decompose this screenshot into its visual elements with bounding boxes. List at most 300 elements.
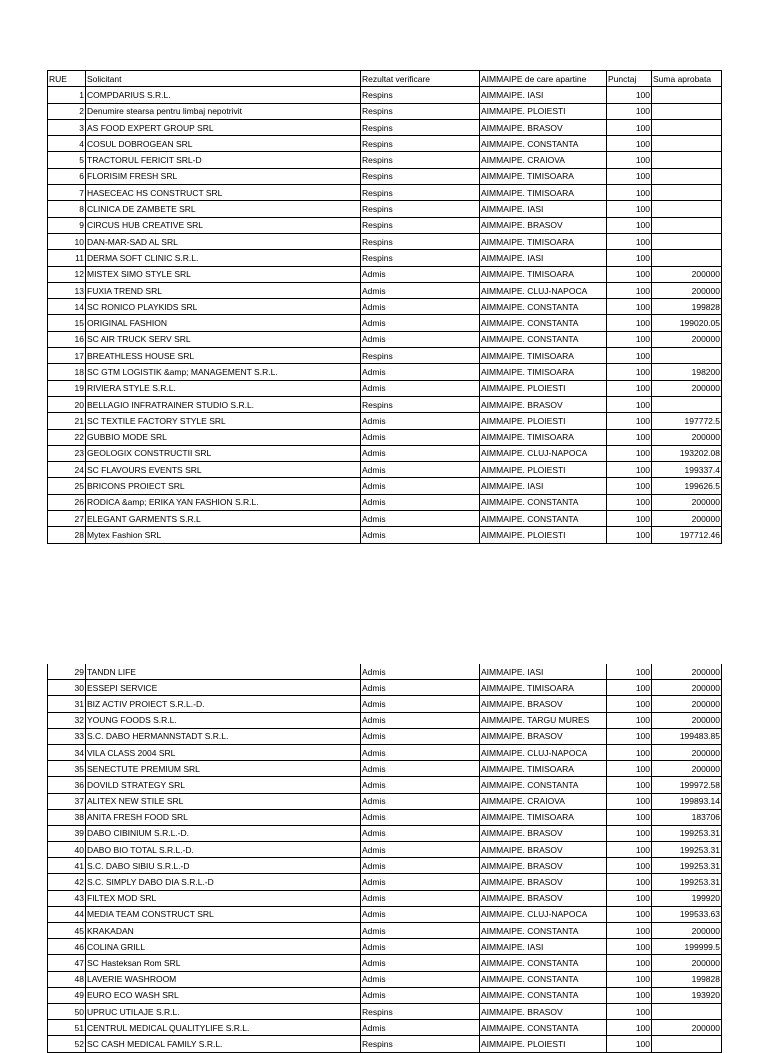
- suma-cell: 200000: [652, 380, 722, 396]
- aimmaipe-cell: AIMMAIPE. TIMISOARA: [480, 364, 607, 380]
- solicitant-cell: FLORISIM FRESH SRL: [86, 168, 361, 184]
- rue-cell: 31: [48, 696, 86, 712]
- table-row: [48, 380, 722, 396]
- suma-cell: 200000: [652, 712, 722, 728]
- rue-cell: 40: [48, 842, 86, 858]
- rue-cell: 47: [48, 955, 86, 971]
- punctaj-cell: 100: [607, 1003, 652, 1019]
- solicitant-cell: SC CASH MEDICAL FAMILY S.R.L.: [86, 1036, 361, 1052]
- rue-cell: 41: [48, 858, 86, 874]
- aimmaipe-cell: AIMMAIPE. BRASOV: [480, 890, 607, 906]
- solicitant-cell: DAN-MAR-SAD AL SRL: [86, 233, 361, 249]
- rue-cell: 10: [48, 233, 86, 249]
- solicitant-cell: SENECTUTE PREMIUM SRL: [86, 761, 361, 777]
- aimmaipe-cell: AIMMAIPE. TIMISOARA: [480, 233, 607, 249]
- rue-cell: 32: [48, 712, 86, 728]
- rezultat-cell: Admis: [361, 728, 480, 744]
- table-row: [48, 777, 722, 793]
- table-row: [48, 664, 722, 680]
- table-row: [48, 874, 722, 890]
- solicitant-cell: S.C. DABO HERMANNSTADT S.R.L.: [86, 728, 361, 744]
- rezultat-cell: Admis: [361, 494, 480, 510]
- aimmaipe-cell: AIMMAIPE. CONSTANTA: [480, 1020, 607, 1036]
- solicitant-cell: BELLAGIO INFRATRAINER STUDIO S.R.L.: [86, 396, 361, 412]
- table-row: [48, 299, 722, 315]
- table-row: [48, 987, 722, 1003]
- rezultat-cell: Admis: [361, 527, 480, 543]
- aimmaipe-cell: AIMMAIPE. CLUJ-NAPOCA: [480, 445, 607, 461]
- punctaj-cell: 100: [607, 331, 652, 347]
- punctaj-cell: 100: [607, 923, 652, 939]
- rezultat-cell: Admis: [361, 413, 480, 429]
- aimmaipe-cell: AIMMAIPE. BRASOV: [480, 396, 607, 412]
- aimmaipe-cell: AIMMAIPE. PLOIESTI: [480, 527, 607, 543]
- punctaj-cell: 100: [607, 955, 652, 971]
- aimmaipe-cell: AIMMAIPE. BRASOV: [480, 858, 607, 874]
- table-row: [48, 696, 722, 712]
- table-row: [48, 809, 722, 825]
- table-row: [48, 939, 722, 955]
- table-row: [48, 858, 722, 874]
- aimmaipe-cell: AIMMAIPE. PLOIESTI: [480, 380, 607, 396]
- rezultat-cell: Admis: [361, 445, 480, 461]
- aimmaipe-cell: AIMMAIPE. TIMISOARA: [480, 266, 607, 282]
- suma-cell: 199483.85: [652, 728, 722, 744]
- aimmaipe-cell: AIMMAIPE. IASI: [480, 478, 607, 494]
- punctaj-cell: 100: [607, 168, 652, 184]
- suma-cell: 200000: [652, 923, 722, 939]
- table-row: [48, 201, 722, 217]
- rue-cell: 22: [48, 429, 86, 445]
- rezultat-cell: Respins: [361, 217, 480, 233]
- aimmaipe-cell: AIMMAIPE. BRASOV: [480, 842, 607, 858]
- solicitant-cell: SC Hasteksan Rom SRL: [86, 955, 361, 971]
- solicitant-cell: DABO CIBINIUM S.R.L.-D.: [86, 825, 361, 841]
- suma-cell: 200000: [652, 282, 722, 298]
- table-row: [48, 793, 722, 809]
- punctaj-cell: 100: [607, 217, 652, 233]
- suma-cell: 200000: [652, 696, 722, 712]
- suma-cell: 200000: [652, 266, 722, 282]
- table-row: [48, 527, 722, 543]
- solicitant-cell: FILTEX MOD SRL: [86, 890, 361, 906]
- punctaj-cell: 100: [607, 825, 652, 841]
- rezultat-cell: Admis: [361, 761, 480, 777]
- table-row: [48, 168, 722, 184]
- rezultat-cell: Admis: [361, 429, 480, 445]
- rue-cell: 1: [48, 87, 86, 103]
- punctaj-cell: 100: [607, 527, 652, 543]
- rue-cell: 27: [48, 511, 86, 527]
- solicitant-cell: SC TEXTILE FACTORY STYLE SRL: [86, 413, 361, 429]
- punctaj-cell: 100: [607, 987, 652, 1003]
- aimmaipe-cell: AIMMAIPE. TIMISOARA: [480, 680, 607, 696]
- aimmaipe-cell: AIMMAIPE. CONSTANTA: [480, 777, 607, 793]
- table-row: [48, 413, 722, 429]
- rezultat-cell: Admis: [361, 890, 480, 906]
- table-row: [48, 429, 722, 445]
- rue-cell: 24: [48, 462, 86, 478]
- rue-cell: 35: [48, 761, 86, 777]
- suma-cell: 200000: [652, 511, 722, 527]
- aimmaipe-cell: AIMMAIPE. TIMISOARA: [480, 185, 607, 201]
- solicitant-cell: YOUNG FOODS S.R.L.: [86, 712, 361, 728]
- solicitant-cell: MEDIA TEAM CONSTRUCT SRL: [86, 906, 361, 922]
- solicitant-cell: COLINA GRILL: [86, 939, 361, 955]
- aimmaipe-cell: AIMMAIPE. BRASOV: [480, 728, 607, 744]
- solicitant-cell: Mytex Fashion SRL: [86, 527, 361, 543]
- punctaj-cell: 100: [607, 299, 652, 315]
- table-row: [48, 1020, 722, 1036]
- rue-cell: 29: [48, 664, 86, 680]
- solicitant-cell: ORIGINAL FASHION: [86, 315, 361, 331]
- solicitant-cell: COMPDARIUS S.R.L.: [86, 87, 361, 103]
- punctaj-cell: 100: [607, 201, 652, 217]
- suma-cell: 199972.58: [652, 777, 722, 793]
- suma-cell: 193920: [652, 987, 722, 1003]
- solicitant-cell: GEOLOGIX CONSTRUCTII SRL: [86, 445, 361, 461]
- aimmaipe-cell: AIMMAIPE. CONSTANTA: [480, 494, 607, 510]
- rue-cell: 28: [48, 527, 86, 543]
- punctaj-cell: 100: [607, 906, 652, 922]
- table-row: [48, 712, 722, 728]
- punctaj-cell: 100: [607, 233, 652, 249]
- punctaj-cell: 100: [607, 1020, 652, 1036]
- header-row: [48, 71, 722, 87]
- table-row: [48, 761, 722, 777]
- aimmaipe-cell: AIMMAIPE. CONSTANTA: [480, 971, 607, 987]
- table-row: [48, 152, 722, 168]
- rezultat-cell: Admis: [361, 971, 480, 987]
- solicitant-cell: S.C. SIMPLY DABO DIA S.R.L.-D: [86, 874, 361, 890]
- aimmaipe-cell: AIMMAIPE. CLUJ-NAPOCA: [480, 282, 607, 298]
- rezultat-cell: Admis: [361, 1020, 480, 1036]
- rue-cell: 5: [48, 152, 86, 168]
- punctaj-cell: 100: [607, 728, 652, 744]
- aimmaipe-cell: AIMMAIPE. CRAIOVA: [480, 793, 607, 809]
- suma-cell: 199020.05: [652, 315, 722, 331]
- punctaj-cell: 100: [607, 445, 652, 461]
- rue-cell: 43: [48, 890, 86, 906]
- solicitant-cell: ALITEX NEW STILE SRL: [86, 793, 361, 809]
- suma-cell: [652, 250, 722, 266]
- rue-cell: 48: [48, 971, 86, 987]
- aimmaipe-cell: AIMMAIPE. IASI: [480, 250, 607, 266]
- punctaj-cell: 100: [607, 680, 652, 696]
- rue-cell: 25: [48, 478, 86, 494]
- rezultat-cell: Admis: [361, 955, 480, 971]
- punctaj-cell: 100: [607, 494, 652, 510]
- aimmaipe-cell: AIMMAIPE. IASI: [480, 87, 607, 103]
- aimmaipe-cell: AIMMAIPE. IASI: [480, 939, 607, 955]
- table-row: [48, 136, 722, 152]
- rezultat-cell: Respins: [361, 1036, 480, 1052]
- rue-cell: 49: [48, 987, 86, 1003]
- suma-cell: [652, 348, 722, 364]
- punctaj-cell: 100: [607, 890, 652, 906]
- suma-cell: 200000: [652, 664, 722, 680]
- rezultat-cell: Respins: [361, 201, 480, 217]
- suma-cell: 200000: [652, 494, 722, 510]
- table-row: [48, 955, 722, 971]
- solicitant-cell: SC GTM LOGISTIK &amp; MANAGEMENT S.R.L.: [86, 364, 361, 380]
- rue-cell: 26: [48, 494, 86, 510]
- punctaj-cell: 100: [607, 858, 652, 874]
- punctaj-cell: 100: [607, 429, 652, 445]
- table-row: [48, 890, 722, 906]
- solicitant-cell: BREATHLESS HOUSE SRL: [86, 348, 361, 364]
- rue-cell: 17: [48, 348, 86, 364]
- rezultat-cell: Respins: [361, 233, 480, 249]
- suma-cell: 199253.31: [652, 842, 722, 858]
- rue-cell: 23: [48, 445, 86, 461]
- table-row: [48, 478, 722, 494]
- aimmaipe-cell: AIMMAIPE. BRASOV: [480, 217, 607, 233]
- aimmaipe-cell: AIMMAIPE. PLOIESTI: [480, 462, 607, 478]
- solicitant-cell: Denumire stearsa pentru limbaj nepotrivit: [86, 103, 361, 119]
- rezultat-cell: Respins: [361, 152, 480, 168]
- rezultat-cell: Admis: [361, 266, 480, 282]
- aimmaipe-cell: AIMMAIPE. TIMISOARA: [480, 168, 607, 184]
- aimmaipe-cell: AIMMAIPE. IASI: [480, 664, 607, 680]
- suma-cell: 193202.08: [652, 445, 722, 461]
- suma-cell: 200000: [652, 429, 722, 445]
- punctaj-cell: 100: [607, 793, 652, 809]
- rue-cell: 21: [48, 413, 86, 429]
- aimmaipe-cell: AIMMAIPE. PLOIESTI: [480, 103, 607, 119]
- punctaj-cell: 100: [607, 809, 652, 825]
- column-header: Solicitant: [86, 71, 361, 87]
- punctaj-cell: 100: [607, 348, 652, 364]
- solicitant-cell: ESSEPI SERVICE: [86, 680, 361, 696]
- rue-cell: 18: [48, 364, 86, 380]
- table-row: [48, 266, 722, 282]
- punctaj-cell: 100: [607, 380, 652, 396]
- punctaj-cell: 100: [607, 103, 652, 119]
- rue-cell: 51: [48, 1020, 86, 1036]
- rue-cell: 38: [48, 809, 86, 825]
- rezultat-cell: Respins: [361, 136, 480, 152]
- suma-cell: 200000: [652, 761, 722, 777]
- rue-cell: 39: [48, 825, 86, 841]
- aimmaipe-cell: AIMMAIPE. TIMISOARA: [480, 761, 607, 777]
- solicitant-cell: GUBBIO MODE SRL: [86, 429, 361, 445]
- table-row: [48, 1003, 722, 1019]
- punctaj-cell: 100: [607, 664, 652, 680]
- table-row: [48, 185, 722, 201]
- punctaj-cell: 100: [607, 266, 652, 282]
- suma-cell: 200000: [652, 955, 722, 971]
- aimmaipe-cell: AIMMAIPE. TIMISOARA: [480, 809, 607, 825]
- punctaj-cell: 100: [607, 119, 652, 135]
- column-header: Suma aprobata: [652, 71, 722, 87]
- punctaj-cell: 100: [607, 842, 652, 858]
- punctaj-cell: 100: [607, 136, 652, 152]
- suma-cell: 200000: [652, 744, 722, 760]
- suma-cell: [652, 233, 722, 249]
- aimmaipe-cell: AIMMAIPE. TIMISOARA: [480, 429, 607, 445]
- suma-cell: 198200: [652, 364, 722, 380]
- solicitant-cell: BIZ ACTIV PROIECT S.R.L.-D.: [86, 696, 361, 712]
- aimmaipe-cell: AIMMAIPE. CONSTANTA: [480, 511, 607, 527]
- rezultat-cell: Admis: [361, 380, 480, 396]
- table-row: [48, 331, 722, 347]
- rezultat-cell: Admis: [361, 987, 480, 1003]
- solicitant-cell: CENTRUL MEDICAL QUALITYLIFE S.R.L.: [86, 1020, 361, 1036]
- suma-cell: [652, 119, 722, 135]
- rezultat-cell: Admis: [361, 874, 480, 890]
- rezultat-cell: Admis: [361, 744, 480, 760]
- table-row: [48, 680, 722, 696]
- suma-cell: 199893.14: [652, 793, 722, 809]
- solicitant-cell: KRAKADAN: [86, 923, 361, 939]
- table-row: [48, 923, 722, 939]
- aimmaipe-cell: AIMMAIPE. BRASOV: [480, 1003, 607, 1019]
- solicitant-cell: SC RONICO PLAYKIDS SRL: [86, 299, 361, 315]
- suma-cell: 197712.46: [652, 527, 722, 543]
- punctaj-cell: 100: [607, 761, 652, 777]
- rezultat-cell: Admis: [361, 825, 480, 841]
- solicitant-cell: DABO BIO TOTAL S.R.L.-D.: [86, 842, 361, 858]
- solicitant-cell: DOVILD STRATEGY SRL: [86, 777, 361, 793]
- rezultat-cell: Admis: [361, 364, 480, 380]
- suma-cell: 197772.5: [652, 413, 722, 429]
- solicitant-cell: DERMA SOFT CLINIC S.R.L.: [86, 250, 361, 266]
- punctaj-cell: 100: [607, 744, 652, 760]
- rue-cell: 2: [48, 103, 86, 119]
- rue-cell: 46: [48, 939, 86, 955]
- aimmaipe-cell: AIMMAIPE. TIMISOARA: [480, 348, 607, 364]
- punctaj-cell: 100: [607, 874, 652, 890]
- results-table-part-1: [47, 70, 722, 544]
- rezultat-cell: Respins: [361, 1003, 480, 1019]
- suma-cell: [652, 1003, 722, 1019]
- table-row: [48, 87, 722, 103]
- table-row: [48, 744, 722, 760]
- rezultat-cell: Admis: [361, 315, 480, 331]
- table-row: [48, 1036, 722, 1052]
- column-header: RUE: [48, 71, 86, 87]
- rezultat-cell: Admis: [361, 282, 480, 298]
- suma-cell: [652, 201, 722, 217]
- aimmaipe-cell: AIMMAIPE. CONSTANTA: [480, 923, 607, 939]
- rue-cell: 15: [48, 315, 86, 331]
- table-row: [48, 119, 722, 135]
- punctaj-cell: 100: [607, 185, 652, 201]
- rezultat-cell: Admis: [361, 462, 480, 478]
- punctaj-cell: 100: [607, 87, 652, 103]
- rue-cell: 45: [48, 923, 86, 939]
- suma-cell: 199828: [652, 299, 722, 315]
- rezultat-cell: Admis: [361, 939, 480, 955]
- rezultat-cell: Respins: [361, 119, 480, 135]
- table-row: [48, 445, 722, 461]
- aimmaipe-cell: AIMMAIPE. PLOIESTI: [480, 1036, 607, 1052]
- results-table-part-2: [47, 664, 722, 1053]
- rue-cell: 20: [48, 396, 86, 412]
- punctaj-cell: 100: [607, 1036, 652, 1052]
- rue-cell: 44: [48, 906, 86, 922]
- suma-cell: [652, 168, 722, 184]
- suma-cell: [652, 1036, 722, 1052]
- aimmaipe-cell: AIMMAIPE. CONSTANTA: [480, 315, 607, 331]
- rue-cell: 3: [48, 119, 86, 135]
- aimmaipe-cell: AIMMAIPE. CONSTANTA: [480, 136, 607, 152]
- rezultat-cell: Respins: [361, 185, 480, 201]
- suma-cell: 183706: [652, 809, 722, 825]
- solicitant-cell: SC FLAVOURS EVENTS SRL: [86, 462, 361, 478]
- punctaj-cell: 100: [607, 712, 652, 728]
- aimmaipe-cell: AIMMAIPE. PLOIESTI: [480, 413, 607, 429]
- punctaj-cell: 100: [607, 250, 652, 266]
- rezultat-cell: Admis: [361, 664, 480, 680]
- aimmaipe-cell: AIMMAIPE. BRASOV: [480, 119, 607, 135]
- punctaj-cell: 100: [607, 511, 652, 527]
- aimmaipe-cell: AIMMAIPE. CRAIOVA: [480, 152, 607, 168]
- rue-cell: 30: [48, 680, 86, 696]
- rue-cell: 6: [48, 168, 86, 184]
- suma-cell: [652, 152, 722, 168]
- suma-cell: 199999.5: [652, 939, 722, 955]
- rezultat-cell: Admis: [361, 809, 480, 825]
- rue-cell: 11: [48, 250, 86, 266]
- suma-cell: 199920: [652, 890, 722, 906]
- solicitant-cell: CLINICA DE ZAMBETE SRL: [86, 201, 361, 217]
- rezultat-cell: Admis: [361, 858, 480, 874]
- solicitant-cell: COSUL DOBROGEAN SRL: [86, 136, 361, 152]
- rezultat-cell: Respins: [361, 168, 480, 184]
- solicitant-cell: SC AIR TRUCK SERV SRL: [86, 331, 361, 347]
- rezultat-cell: Respins: [361, 87, 480, 103]
- rezultat-cell: Respins: [361, 103, 480, 119]
- suma-cell: [652, 185, 722, 201]
- aimmaipe-cell: AIMMAIPE. CONSTANTA: [480, 955, 607, 971]
- suma-cell: [652, 396, 722, 412]
- solicitant-cell: LAVERIE WASHROOM: [86, 971, 361, 987]
- suma-cell: 199253.31: [652, 825, 722, 841]
- rue-cell: 13: [48, 282, 86, 298]
- rezultat-cell: Admis: [361, 906, 480, 922]
- table-row: [48, 315, 722, 331]
- rue-cell: 12: [48, 266, 86, 282]
- rezultat-cell: Admis: [361, 923, 480, 939]
- punctaj-cell: 100: [607, 777, 652, 793]
- solicitant-cell: AS FOOD EXPERT GROUP SRL: [86, 119, 361, 135]
- solicitant-cell: TRACTORUL FERICIT SRL-D: [86, 152, 361, 168]
- table-row: [48, 494, 722, 510]
- table-row: [48, 103, 722, 119]
- suma-cell: 200000: [652, 331, 722, 347]
- table-row: [48, 396, 722, 412]
- aimmaipe-cell: AIMMAIPE. TARGU MURES: [480, 712, 607, 728]
- table-row: [48, 825, 722, 841]
- solicitant-cell: ANITA FRESH FOOD SRL: [86, 809, 361, 825]
- rezultat-cell: Admis: [361, 299, 480, 315]
- punctaj-cell: 100: [607, 462, 652, 478]
- solicitant-cell: BRICONS PROIECT SRL: [86, 478, 361, 494]
- rezultat-cell: Admis: [361, 680, 480, 696]
- punctaj-cell: 100: [607, 396, 652, 412]
- suma-cell: 199626.5: [652, 478, 722, 494]
- aimmaipe-cell: AIMMAIPE. BRASOV: [480, 696, 607, 712]
- punctaj-cell: 100: [607, 939, 652, 955]
- table-row: [48, 971, 722, 987]
- rezultat-cell: Admis: [361, 511, 480, 527]
- rue-cell: 34: [48, 744, 86, 760]
- rezultat-cell: Respins: [361, 348, 480, 364]
- table-row: [48, 217, 722, 233]
- rue-cell: 4: [48, 136, 86, 152]
